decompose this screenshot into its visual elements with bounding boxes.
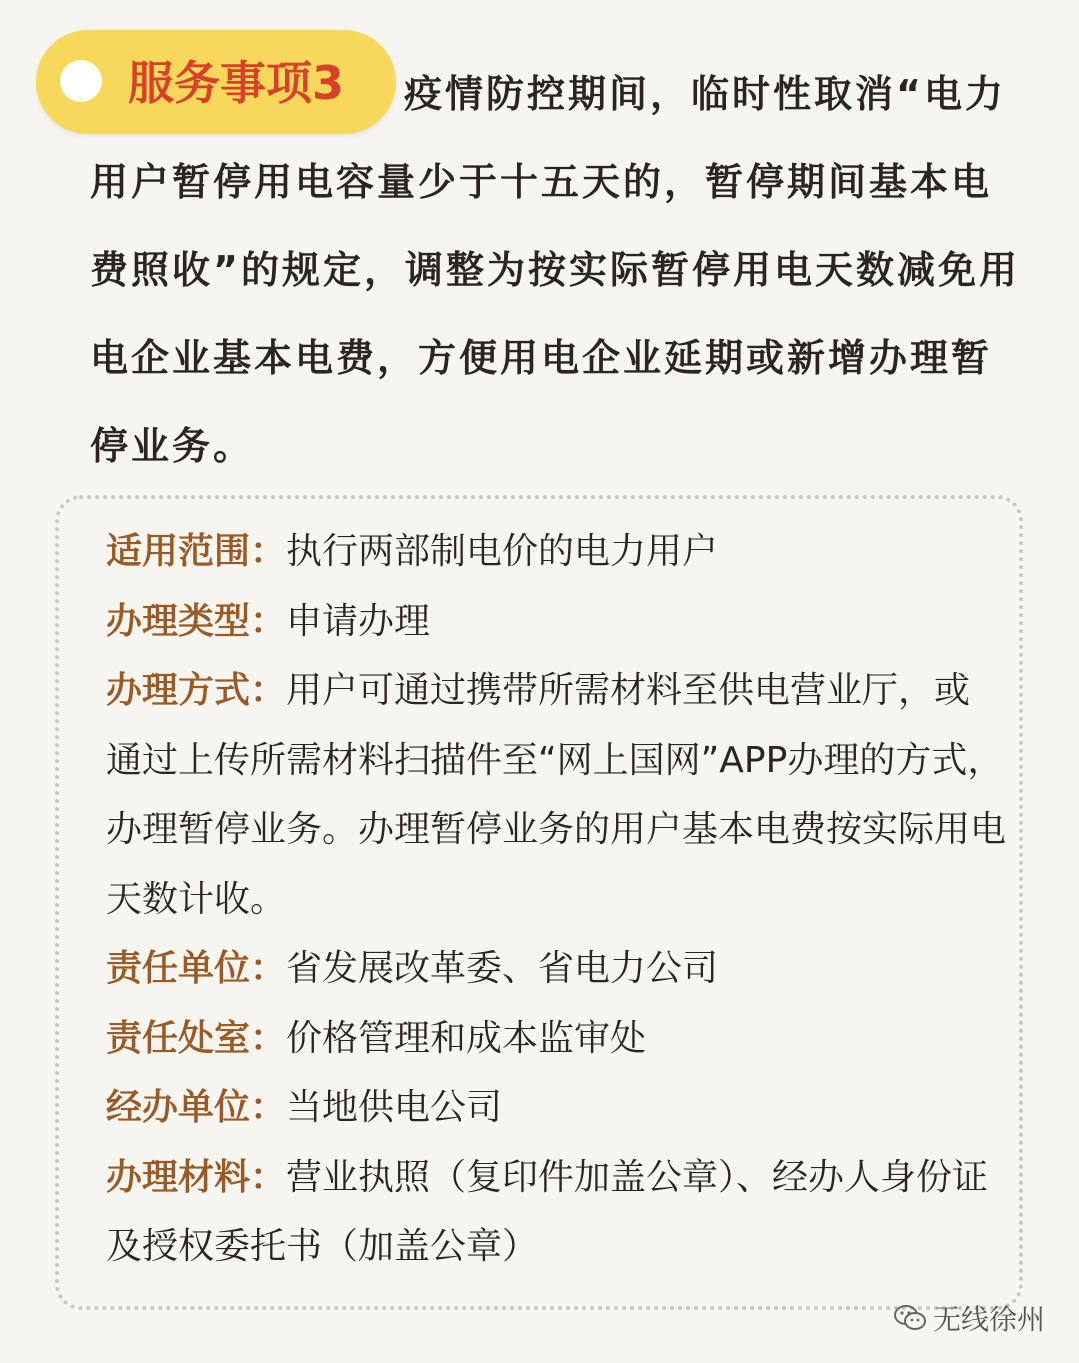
field-separator: ： (250, 600, 287, 642)
field-row-scope (106, 517, 1006, 587)
field-label: 办理类型 (106, 600, 251, 642)
field-label: 办理方式 (106, 670, 251, 711)
indent-spacer (90, 97, 404, 107)
field-row-responsible-unit (106, 934, 1006, 1004)
intro-text: 疫情防控期间，临时性取消“电力用户暂停用电容量少于十五天的，暂停期间基本电费照收”的规定，调整为按实际暂停用电天数减免用电企业基本电费，方便用电企业延期或新增办理暂停业务。 (90, 72, 1020, 468)
watermark (893, 1298, 1045, 1338)
field-separator: ： (250, 1156, 287, 1198)
wechat-icon (893, 1303, 927, 1333)
field-value: 营业执照（复印件加盖公章）、经办人身份证及授权委托书（加盖公章） (106, 1156, 989, 1267)
field-separator: ： (250, 948, 287, 989)
field-row-type (106, 587, 1006, 657)
field-value: 当地供电公司 (286, 1087, 503, 1128)
field-label: 适用范围 (106, 531, 251, 572)
field-row-materials (106, 1143, 1006, 1282)
field-value: 省发展改革委、省电力公司 (286, 948, 719, 989)
intro-paragraph (90, 50, 1020, 490)
field-value: 执行两部制电价的电力用户 (286, 531, 719, 572)
field-value: 价格管理和成本监审处 (286, 1017, 647, 1059)
field-separator: ： (250, 1017, 287, 1059)
field-label: 责任处室 (106, 1017, 251, 1059)
field-value: 用户可通过携带所需材料至供电营业厅，或通过上传所需材料扫描件至“网上国网”APP办理的方式，办理暂停业务。办理暂停业务的用户基本电费按实际用电天数计收。 (106, 670, 1007, 920)
field-separator: ： (250, 531, 287, 572)
service-tag-label: 服务事项3 (128, 56, 345, 110)
watermark-text: 无线徐州 (932, 1303, 1045, 1336)
field-row-method (106, 656, 1006, 934)
field-separator: ： (250, 1087, 287, 1128)
field-label: 责任单位 (106, 948, 251, 989)
field-row-handling-unit (106, 1073, 1006, 1143)
field-row-responsible-office (106, 1004, 1006, 1074)
field-value: 申请办理 (286, 600, 431, 642)
details-list (106, 517, 1006, 1282)
field-label: 经办单位 (106, 1087, 251, 1128)
field-separator: ： (250, 670, 287, 711)
field-label: 办理材料 (106, 1156, 251, 1198)
